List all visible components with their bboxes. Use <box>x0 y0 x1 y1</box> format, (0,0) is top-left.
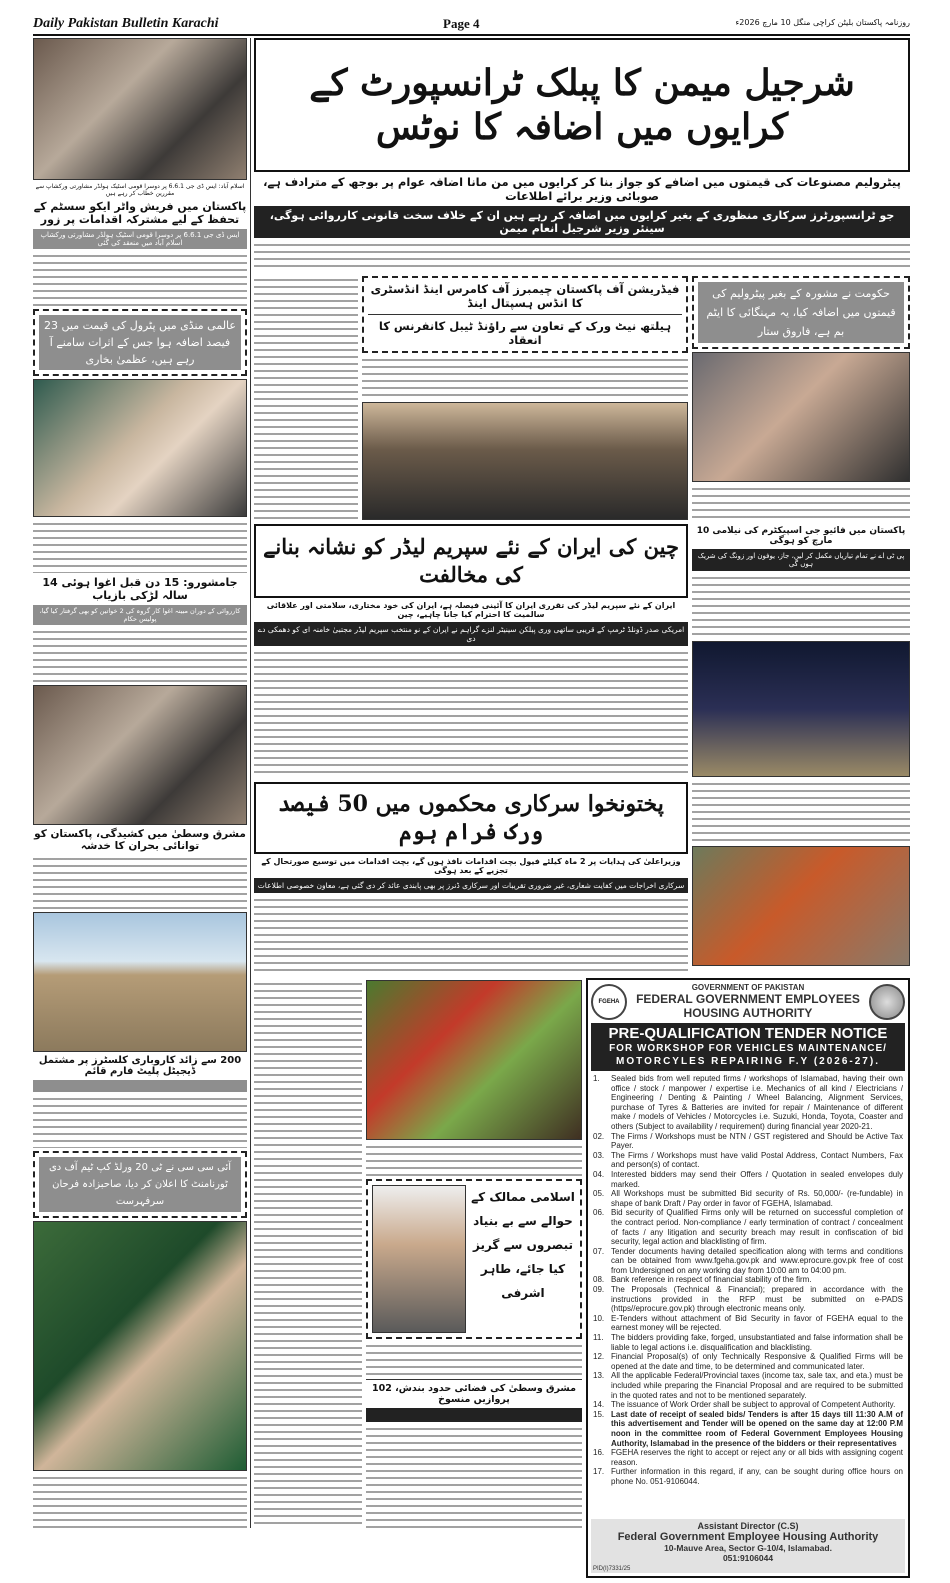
tender-items <box>591 1074 905 1516</box>
tender-subtitle: FOR WORKSHOP FOR VEHICLES MAINTENANCE/ <box>609 1043 887 1054</box>
lead-section <box>254 38 910 272</box>
item-number: 12. <box>593 1352 605 1362</box>
tender-item <box>593 1314 903 1333</box>
signatory-title: Assistant Director (C.S) <box>697 1521 799 1531</box>
center-bottom-section <box>366 980 582 1528</box>
item-text: All Workshops must be submitted Bid security of Rs. 50,000/- (re-fundable) in shape of bank Draft / Pay order in favor of FGEHA, Islamabad. <box>611 1189 903 1208</box>
tender-notice <box>586 978 910 1578</box>
story-body <box>254 896 688 976</box>
signatory-phone: 051:9106044 <box>722 1553 774 1563</box>
tender-item <box>593 1275 903 1285</box>
item-number: 17. <box>593 1467 605 1477</box>
item-number: 11. <box>593 1333 604 1343</box>
tender-item <box>593 1352 903 1371</box>
kp-subhead-dark: سرکاری اخراجات میں کفایت شعاری، غیر ضروری تقریبات اور سرکاری ڈنرز پر بھی پابندی عائد کر دی گئی ہے، معاون خصوصی اطلاعات <box>254 878 688 893</box>
masthead-title: Daily Pakistan Bulletin Karachi <box>33 16 219 31</box>
item-number: 10. <box>593 1313 605 1323</box>
item-text: Tender documents having detailed specification along with terms and conditions can be obtained from www.fgeha.gov.pk and www.eprocure.gov.pk free of cost from Undersigned on any working day from 10:00 am to 04:00 pm. <box>611 1246 903 1275</box>
item-number: 09. <box>593 1285 605 1295</box>
story-body <box>692 574 910 638</box>
item-text: Sealed bids from well reputed firms / workshops of Islamabad, having their own office / stock / manpower / expertise i.e. Mechanics of all kind / Electricians / Engineering / Denting & Painting / Wheel Balancing, Alignment Services, purchase of Tyres & Batteries are invited for repair / Maintenance of different make / models of Vehicles / Motorcycles i.e. Suzuki, Honda, Toyota, Coaster and others (Subject to availability / requirement) during financial year 2020-21. <box>611 1074 903 1131</box>
item-number: 16. <box>593 1448 605 1458</box>
vegetables-photo <box>366 980 582 1140</box>
item-text: E-Tenders without attachment of Bid Security in favor of FGEHA equal to the earnest money will be rejected. <box>611 1313 903 1333</box>
tender-item <box>593 1247 903 1276</box>
story-body <box>33 855 247 909</box>
railway-workers-photo <box>692 846 910 966</box>
tender-item <box>593 1410 903 1448</box>
tender-item <box>593 1467 903 1486</box>
tender-org-2: HOUSING AUTHORITY <box>683 1006 813 1020</box>
highlight-box <box>33 1151 247 1218</box>
fpcci-headline-2: ہیلتھ نیٹ ورک کے تعاون سے راؤنڈ ٹیبل کانفرنس کا انعقاد <box>378 319 672 347</box>
box-text: عالمی منڈی میں پٹرول کی قیمت میں 23 فیصد اضافہ ہوا جس کے اثرات سامنے آ رہے ہیں، عظمیٰ بخاری <box>39 315 241 370</box>
box-text: حکومت نے مشورہ کے بغیر پیٹرولیم کی قیمتوں میں اضافہ کیا، یہ مہنگائی کا ایٹم بم ہے، فاروق ستار <box>698 282 904 343</box>
tender-item <box>593 1151 903 1170</box>
item-text: The issuance of Work Order shall be subject to approval of Competent Authority. <box>611 1400 896 1410</box>
story-body <box>692 485 910 522</box>
tender-item <box>593 1208 903 1246</box>
story-body <box>254 980 362 1528</box>
story-body <box>33 1095 247 1149</box>
sattar-box <box>692 276 910 349</box>
item-number: 15. <box>593 1409 605 1419</box>
item-number: 04. <box>593 1169 605 1179</box>
farooq-sattar-photo <box>692 352 910 482</box>
item-text: All the applicable Federal/Provincial taxes (income tax, sale tax, and eta.) must be included while preparing the Financial Proposal and are required to be submitted in the quoted rates and not to be mentioned separately. <box>611 1371 903 1400</box>
lead-subhead-dark: جو ٹرانسپورٹرز سرکاری منظوری کے بغیر کرایوں میں اضافہ کر رہے ہیں ان کے خلاف سخت قانونی کارروائی ہوگی، سینئر وزیر شرجیل انعام میمن <box>254 206 910 238</box>
kidnap-photo <box>33 685 247 825</box>
column-divider <box>250 38 251 1528</box>
fpcci-section <box>362 276 688 520</box>
kp-section <box>254 782 688 976</box>
kp-headline-box <box>254 782 688 854</box>
tahir-ashrafi-photo <box>372 1185 466 1333</box>
tender-org: FEDERAL GOVERNMENT EMPLOYEES <box>636 992 860 1006</box>
story-body <box>33 628 247 682</box>
china-section <box>254 524 688 778</box>
flights-headline: مشرق وسطیٰ کی فضائی حدود بندش، 102 پروازیں منسوخ <box>366 1379 582 1405</box>
masthead <box>33 14 910 36</box>
tender-item <box>593 1285 903 1314</box>
workshop-photo <box>33 38 247 180</box>
building-photo <box>33 912 247 1052</box>
story-headline: جامشورو: 15 دن قبل اغوا ہوئی 14 سالہ لڑکی بازیاب <box>42 576 238 603</box>
tender-item <box>593 1400 903 1410</box>
flights-subhead <box>366 1408 582 1422</box>
signatory-org: Federal Government Employee Housing Authority <box>617 1531 879 1543</box>
tender-header <box>591 983 905 1020</box>
tender-subtitle-2: MOTORCYLES REPAIRING F.Y (2026-27). <box>616 1056 880 1067</box>
story-body <box>33 520 247 574</box>
story-headline: پاکستان میں فریش واٹر ایکو سسٹم کے تحفظ کے لیے مشترکہ اقدامات پر زور <box>33 200 247 226</box>
china-headline-box <box>254 524 688 598</box>
quote-box <box>366 1179 582 1339</box>
tender-item <box>593 1448 903 1467</box>
tender-org-block <box>631 983 865 1020</box>
story-headline: مشرق وسطیٰ میں کشیدگی، پاکستان کو توانائی بحران کا خدشہ <box>34 828 246 853</box>
fiveg-headline: پاکستان میں فائیو جی اسپیکٹرم کی نیلامی 10 مارچ کو ہوگی <box>696 526 906 546</box>
tender-item <box>593 1170 903 1189</box>
item-number: 1. <box>593 1074 600 1083</box>
story-body <box>692 780 910 844</box>
story-subhead: کارروائی کے دوران مبینہ اغوا کار گروہ کی 2 خواتین کو بھی گرفتار کیا گیا، پولیس حکام <box>33 605 247 625</box>
right-upper-section <box>692 276 910 522</box>
right-mid-section <box>692 526 910 966</box>
lead-headline-box <box>254 38 910 172</box>
story-body <box>362 356 688 399</box>
china-subhead-dark: امریکی صدر ڈونلڈ ٹرمپ کے قریبی ساتھی وری پبلکن سینیٹر لنزے گراہم نے ایران کے نو منتخب سپریم لیڈر مجتبیٰ خامنہ ای کو دھمکی دے دی <box>254 622 688 646</box>
item-text: Last date of receipt of sealed bids/ Tenders is after 15 days till 11:30 A.M of this advertisement and Tender will be opened on the same day at 12:00 P.M noon in the committee room of Federal Government Employees Housing Authority, Islamabad in the presence of the bidders or their representatives <box>611 1409 903 1448</box>
tender-title-block <box>591 1023 905 1071</box>
tender-item <box>593 1189 903 1208</box>
tender-title: PRE-QUALIFICATION TENDER NOTICE <box>608 1025 888 1042</box>
box-text: آئی سی سی نے ٹی 20 ورلڈ کپ ٹیم آف دی ٹورنامنٹ کا اعلان کر دیا، صاحبزادہ فرحان سرفہرست <box>39 1157 241 1212</box>
item-text: Bid security of Qualified Firms only will be returned on successful completion of the contract period. Non-compliance / early termination of contract / concealment of facts / any litigation and security breach may result in confiscation of bid security, legal action and blacklisting of firm. <box>611 1208 903 1247</box>
item-number: 05. <box>593 1189 605 1199</box>
china-headline: چین کی ایران کے نئے سپریم لیڈر کو نشانہ بنانے کی مخالفت <box>263 534 679 587</box>
item-number: 02. <box>593 1131 605 1141</box>
uzma-bukhari-photo <box>33 379 247 517</box>
story-body <box>254 276 358 520</box>
story-body <box>366 1342 582 1375</box>
item-text: The bidders providing fake, forged, unsubstantiated and false information shall be liable to legal actions i.e. disqualification and blacklisting. <box>611 1333 903 1352</box>
story-body <box>33 252 247 306</box>
photo-caption: اسلام آباد: ایس ڈی جی 6.6.1 پر دوسرا قومی اسٹیک ہولڈر مشاورتی ورکشاپ سے مقررین خطاب کر رہے ہیں <box>35 183 245 197</box>
china-subhead: ایران کے نئے سپریم لیڈر کی تقرری ایران کا آئینی فیصلہ ہے، ایران کی خود مختاری، سلامتی اور علاقائی سالمیت کا احترام کیا جانا چاہیے، چین <box>266 601 676 619</box>
story-body <box>366 1143 582 1176</box>
fiveg-subhead: پی ٹی اے نے تمام تیاریاں مکمل کر لیں، جاز، یوفون اور زونگ کی شریک ہوں گی <box>692 549 910 571</box>
pid-number: PID(I)7331/25 <box>593 1566 631 1572</box>
item-text: Further information in this regard, if any, can be sought during office hours on phone No. 051-9106044. <box>611 1467 903 1486</box>
left-column <box>33 38 247 1528</box>
item-number: 03. <box>593 1150 605 1160</box>
item-number: 14. <box>593 1400 605 1410</box>
item-text: FGEHA reserves the right to accept or reject any or all bids with assigning cogent reason. <box>611 1448 903 1467</box>
story-headline: 200 سے زائد کاروباری کلسٹرز پر مشتمل ڈیجیٹل پلیٹ فارم قائم <box>38 1054 242 1077</box>
story-body <box>254 649 688 778</box>
roundtable-photo <box>362 402 688 520</box>
item-text: Bank reference in respect of financial stability of the firm. <box>611 1275 812 1285</box>
item-number: 13. <box>593 1371 605 1381</box>
page-number: Page 4 <box>443 16 480 31</box>
kp-subhead: وزیراعلیٰ کی ہدایات پر 2 ماہ کیلئے فیول بچت اقدامات نافذ ہوں گے، بچت اقدامات میں توسیع صورتحال کے تجزیے کے بعد ہوگی <box>261 857 681 875</box>
masthead-date: روزنامہ پاکستان بلیٹن کراچی منگل 10 مارچ 2026ء <box>735 18 910 27</box>
fgeha-logo <box>591 984 627 1020</box>
tender-item <box>593 1074 903 1132</box>
kp-headline: پختونخوا سرکاری محکموں میں 50 فیصد ورک فرام ہوم <box>278 791 664 845</box>
item-number: 07. <box>593 1246 605 1256</box>
lead-body <box>254 241 910 272</box>
item-number: 06. <box>593 1208 605 1218</box>
lead-subhead: پیٹرولیم مصنوعات کی قیمتوں میں اضافے کو جواز بنا کر کرایوں میں من مانا اضافہ عوام پر بوجھ کے مترادف ہے، صوبائی وزیر برائے اطلاعات <box>263 175 901 203</box>
lead-headline: شرجیل میمن کا پبلک ٹرانسپورٹ کے کرایوں میں اضافہ کا نوٹس <box>309 62 855 148</box>
night-city-photo <box>692 641 910 777</box>
signatory-address: 10-Mauve Area, Sector G-10/4, Islamabad. <box>664 1543 832 1553</box>
item-text: Financial Proposal(s) of only Technically Responsive & Qualified Firms will be opened at the date and time, to be determined and communicated later. <box>611 1352 903 1371</box>
tender-gov: GOVERNMENT OF PAKISTAN <box>691 983 805 992</box>
quote-text: اسلامی ممالک کے حوالے سے بے بنیاد تبصروں سے گریز کیا جائے، طاہر اشرفی <box>471 1190 575 1301</box>
story-body <box>366 1425 582 1528</box>
story-body <box>33 1474 247 1528</box>
tender-item <box>593 1371 903 1400</box>
item-text: The Proposals (Technical & Financial); prepared in accordance with the instructions provided in the RFP must be submitted on e-PADS (https//eprocure.gov.pk) through electronic means only. <box>611 1285 903 1314</box>
story-subhead: ایس ڈی جی 6.6.1 پر دوسرا قومی اسٹیک ہولڈر مشاورتی ورکشاپ اسلام آباد میں منعقد کی گئی <box>33 229 247 249</box>
story-subhead <box>33 1080 247 1092</box>
item-text: Interested bidders may send their Offers / Quotation in sealed envelopes duly marked. <box>611 1169 903 1189</box>
fpcci-headline: فیڈریشن آف پاکستان چیمبرز آف کامرس اینڈ انڈسٹری کا انڈس ہسپتال اینڈ <box>368 282 682 315</box>
item-text: The Firms / Workshops must have valid Postal Address, Contact Numbers, Fax and person(s) of contact. <box>611 1150 903 1170</box>
item-number: 08. <box>593 1275 605 1285</box>
fpcci-headline-box <box>362 276 688 353</box>
highlight-box <box>33 309 247 376</box>
tender-item <box>593 1132 903 1151</box>
cricketer-photo <box>33 1221 247 1471</box>
tender-item <box>593 1333 903 1352</box>
tender-signature <box>591 1519 905 1573</box>
pakistan-emblem-icon <box>869 984 905 1020</box>
logo-text: FGEHA <box>598 998 620 1005</box>
item-text: The Firms / Workshops must be NTN / GST registered and Should be Active Tax Payer. <box>611 1131 903 1151</box>
